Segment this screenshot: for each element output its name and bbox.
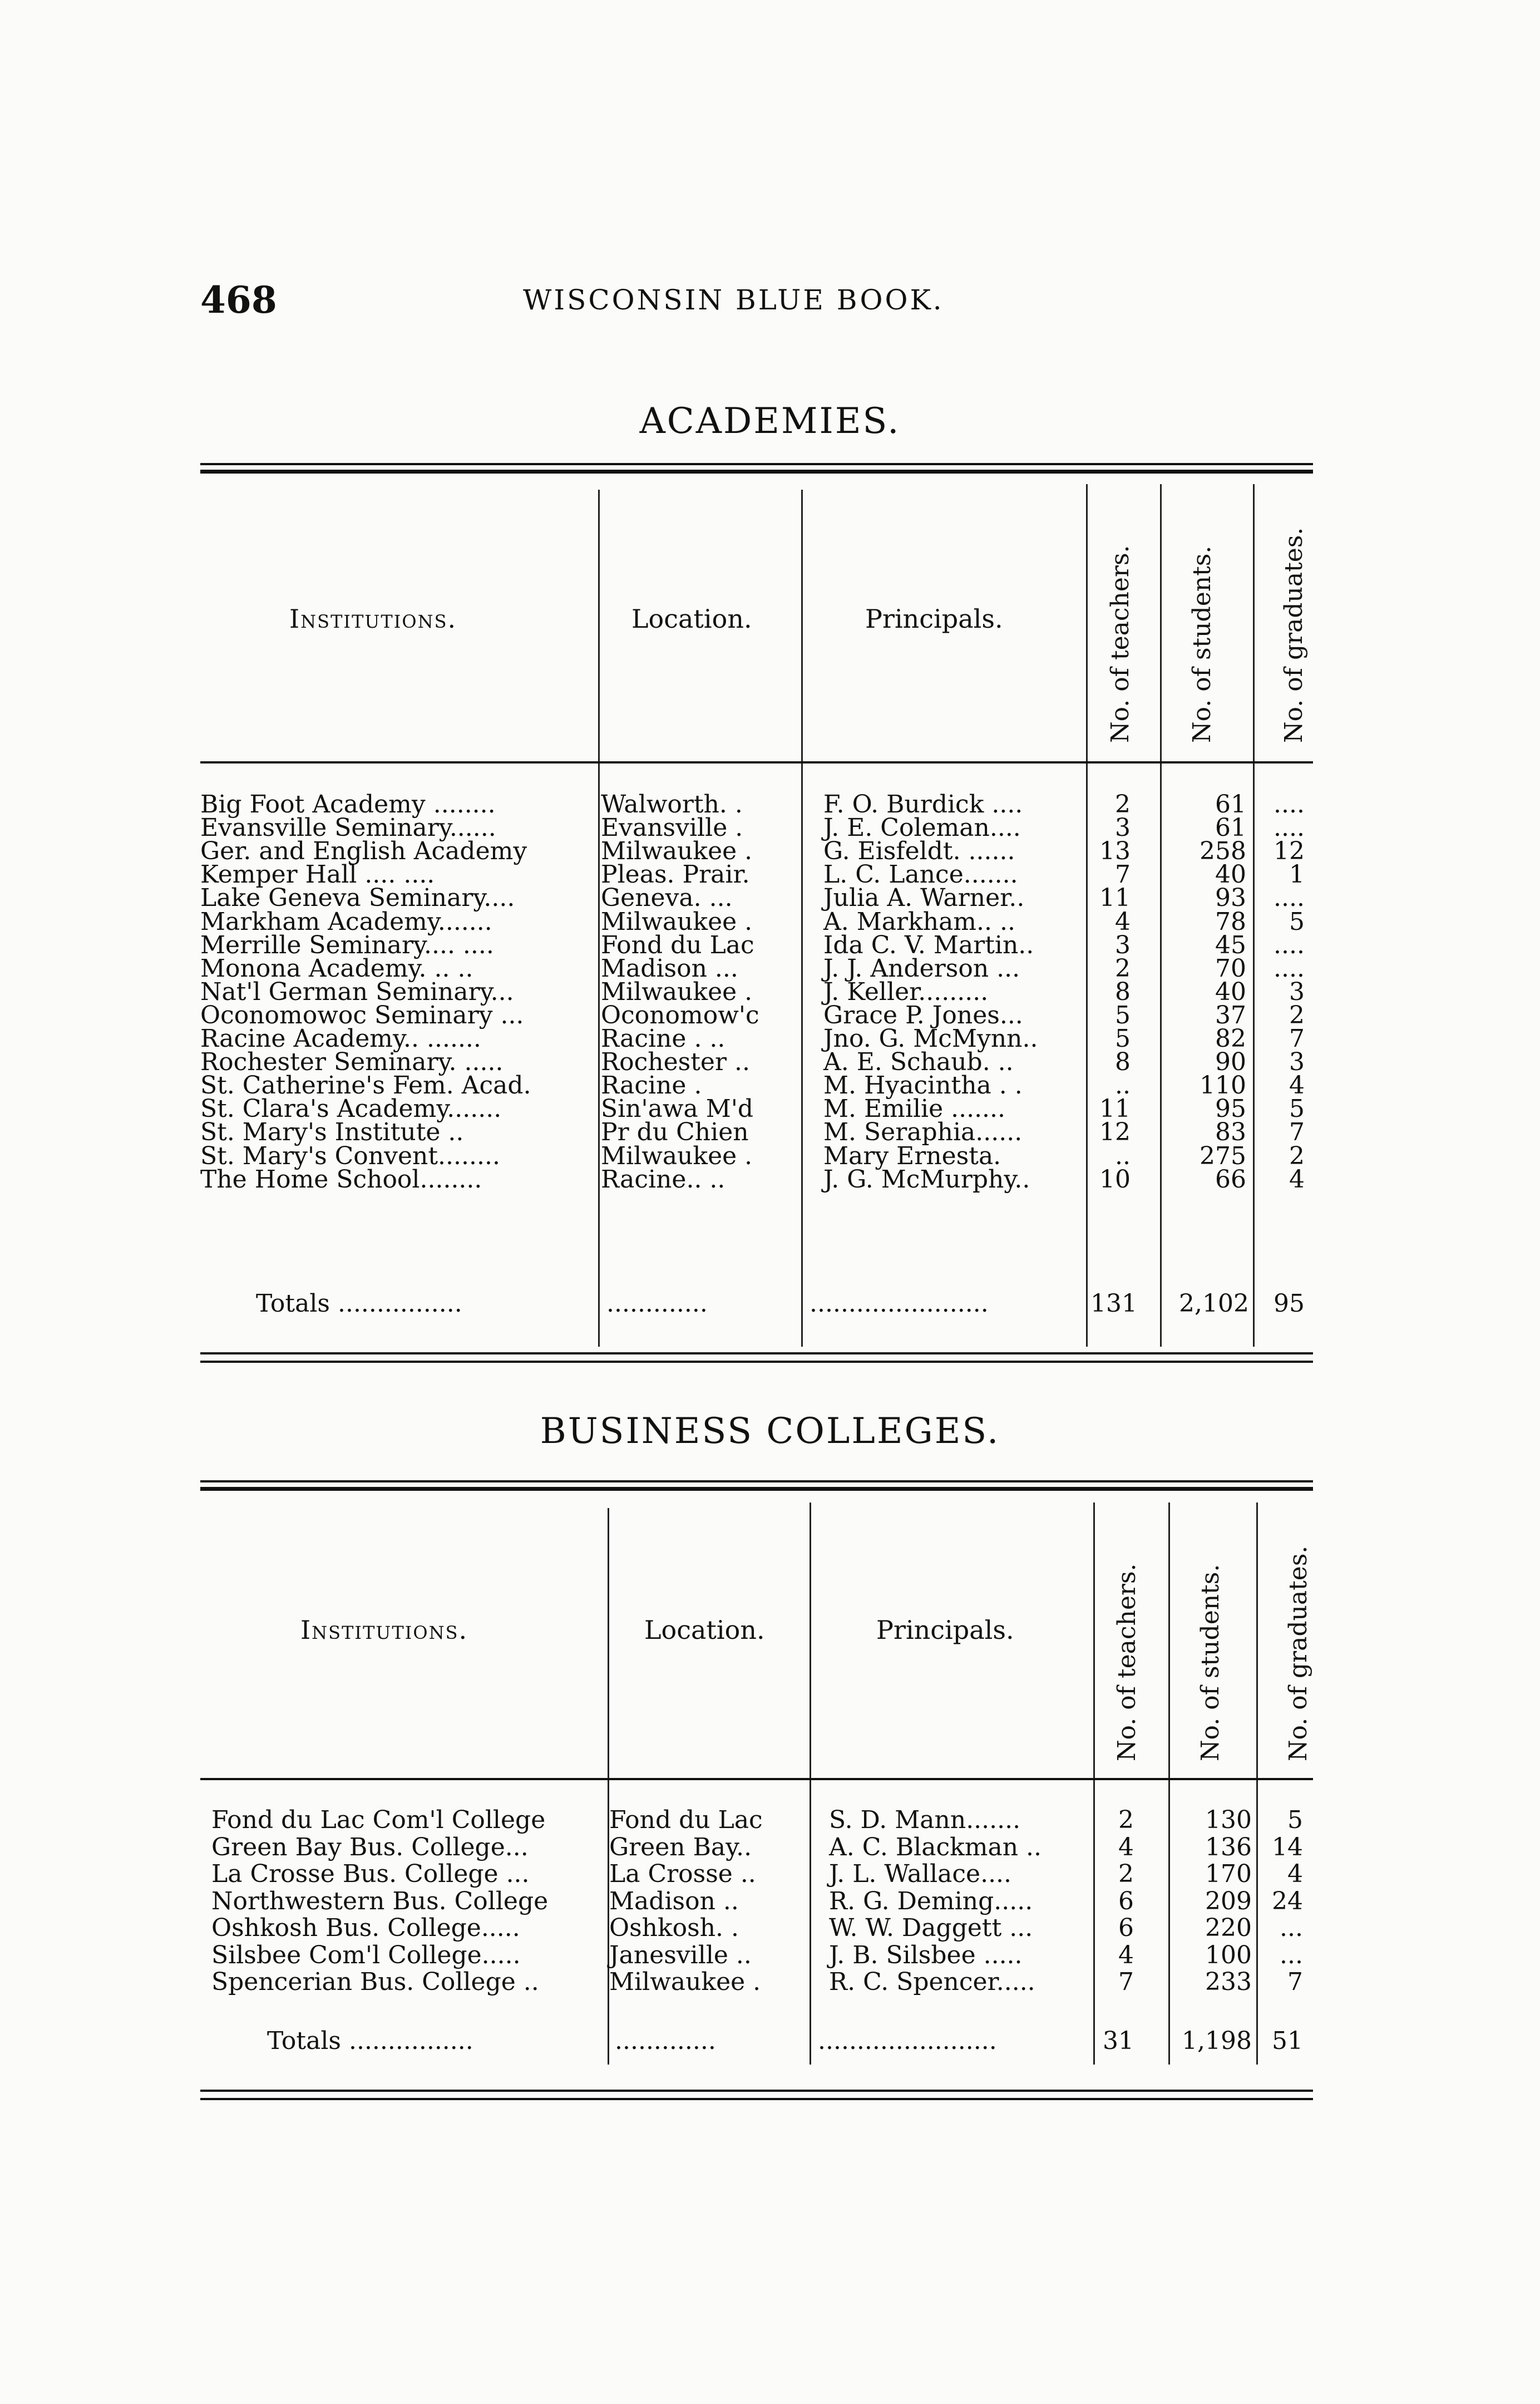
cell-location: Geneva. ... (601, 884, 733, 913)
cell-graduates: 2 (1289, 1001, 1305, 1029)
cell-location: Pr du Chien (601, 1118, 749, 1147)
cell-principal: Julia A. Warner.. (823, 884, 1025, 913)
cell-graduates: ... (1280, 1940, 1303, 1969)
cell-institution: Lake Geneva Seminary.... (200, 884, 515, 913)
cell-students: 220 (1205, 1914, 1252, 1942)
bottom-rule (200, 2090, 1313, 2092)
cell-students: 136 (1205, 1832, 1252, 1861)
cell-teachers: 6 (1118, 1914, 1134, 1942)
cell-graduates: 3 (1289, 977, 1305, 1006)
header-teachers: No. of teachers. (1106, 545, 1134, 743)
cell-location: La Crosse .. (609, 1860, 756, 1888)
cell-institution: Monona Academy. .. .. (200, 954, 473, 983)
table-row (200, 1914, 1313, 1942)
cell-graduates: .... (1274, 930, 1305, 959)
cell-institution: Nat'l German Seminary... (200, 977, 514, 1006)
cell-teachers: 3 (1115, 930, 1131, 959)
table-row (200, 1968, 1313, 1996)
cell-teachers: 10 (1099, 1165, 1131, 1194)
cell-principal: J. J. Anderson ... (823, 954, 1020, 983)
cell-location: Racine.. .. (601, 1165, 725, 1194)
cell-principal: J. Keller......... (823, 977, 989, 1006)
cell-teachers: 11 (1099, 1095, 1131, 1124)
cell-graduates: .... (1274, 954, 1305, 983)
cell-graduates: .... (1274, 790, 1305, 819)
cell-teachers: 4 (1115, 907, 1131, 936)
cell-institution: St. Clara's Academy....... (200, 1095, 502, 1124)
cell-graduates: .... (1274, 884, 1305, 913)
cell-students: 45 (1215, 930, 1246, 959)
cell-location: Evansville . (601, 814, 743, 843)
cell-institution: Oconomowoc Seminary ... (200, 1001, 524, 1029)
cell-location: Green Bay.. (609, 1832, 752, 1861)
cell-location: Milwaukee . (601, 837, 753, 866)
cell-students: 100 (1205, 1940, 1252, 1969)
cell-students: 275 (1200, 1141, 1246, 1170)
totals-graduates: 51 (1272, 2027, 1303, 2055)
cell-institution: Markham Academy....... (200, 907, 492, 936)
header-graduates: No. of graduates. (1284, 1545, 1312, 1761)
cell-graduates: 12 (1274, 837, 1305, 866)
cell-location: Walworth. . (601, 790, 743, 819)
header-graduates: No. of graduates. (1280, 527, 1308, 743)
cell-institution: Merrille Seminary.... .... (200, 930, 494, 959)
header-institutions: Institutions. (289, 604, 457, 634)
cell-institution: La Crosse Bus. College ... (211, 1860, 530, 1888)
cell-teachers: 5 (1115, 1001, 1131, 1029)
cell-principal: R. C. Spencer..... (829, 1968, 1035, 1996)
cell-institution: Northwestern Bus. College (211, 1886, 549, 1915)
cell-institution: Silsbee Com'l College..... (211, 1940, 521, 1969)
cell-graduates: 4 (1287, 1860, 1303, 1888)
header-students: No. of students. (1188, 545, 1216, 743)
cell-principal: J. G. McMurphy.. (823, 1165, 1030, 1194)
header-rule (200, 1778, 1313, 1780)
cell-teachers: 13 (1099, 837, 1131, 866)
cell-institution: St. Mary's Convent........ (200, 1141, 500, 1170)
book-title: WISCONSIN BLUE BOOK. (523, 284, 944, 316)
cell-location: Racine . .. (601, 1024, 725, 1053)
totals-principal: ....................... (818, 2027, 997, 2055)
cell-graduates: .... (1274, 814, 1305, 843)
cell-institution: Big Foot Academy ........ (200, 790, 496, 819)
cell-students: 90 (1215, 1048, 1246, 1077)
cell-teachers: .. (1115, 1141, 1131, 1170)
cell-students: 83 (1215, 1118, 1246, 1147)
cell-location: Milwaukee . (601, 977, 753, 1006)
top-rule-thick (200, 1487, 1313, 1491)
totals-location: ............. (606, 1289, 708, 1318)
cell-graduates: 4 (1289, 1165, 1305, 1194)
cell-teachers: 2 (1115, 790, 1131, 819)
cell-teachers: 8 (1115, 977, 1131, 1006)
cell-principal: J. E. Coleman.... (823, 814, 1021, 843)
cell-institution: St. Catherine's Fem. Acad. (200, 1071, 531, 1100)
cell-teachers: 2 (1115, 954, 1131, 983)
cell-institution: Evansville Seminary...... (200, 814, 496, 843)
cell-students: 130 (1205, 1806, 1252, 1834)
header-location: Location. (631, 604, 752, 634)
cell-teachers: 6 (1118, 1886, 1134, 1915)
header-location: Location. (644, 1615, 765, 1645)
cell-students: 78 (1215, 907, 1246, 936)
cell-graduates: ... (1280, 1914, 1303, 1942)
cell-location: Racine . (601, 1071, 702, 1100)
cell-principal: M. Seraphia...... (823, 1118, 1023, 1147)
cell-institution: Green Bay Bus. College... (211, 1832, 529, 1861)
cell-teachers: 5 (1115, 1024, 1131, 1053)
totals-graduates: 95 (1274, 1289, 1305, 1318)
header-principals: Principals. (865, 604, 1003, 634)
cell-location: Milwaukee . (609, 1968, 761, 1996)
table-row (200, 1940, 1313, 1969)
cell-students: 37 (1215, 1001, 1246, 1029)
cell-location: Fond du Lac (601, 930, 754, 959)
cell-location: Oconomow'c (601, 1001, 759, 1029)
cell-principal: L. C. Lance....... (823, 860, 1018, 889)
cell-principal: Ida C. V. Martin.. (823, 930, 1034, 959)
cell-teachers: 4 (1118, 1832, 1134, 1861)
header-principals: Principals. (876, 1615, 1014, 1645)
cell-institution: Fond du Lac Com'l College (211, 1806, 546, 1834)
cell-graduates: 5 (1289, 907, 1305, 936)
cell-principal: Mary Ernesta. (823, 1141, 1001, 1170)
cell-location: Sin'awa M'd (601, 1095, 754, 1124)
cell-principal: F. O. Burdick .... (823, 790, 1023, 819)
totals-row (200, 2029, 1313, 2053)
cell-location: Madison ... (601, 954, 738, 983)
cell-institution: Oshkosh Bus. College..... (211, 1914, 520, 1942)
totals-label: Totals ................ (256, 1289, 462, 1318)
cell-students: 70 (1215, 954, 1246, 983)
cell-principal: M. Emilie ....... (823, 1095, 1006, 1124)
cell-students: 82 (1215, 1024, 1246, 1053)
cell-students: 61 (1215, 814, 1246, 843)
totals-principal: ....................... (810, 1289, 989, 1318)
cell-teachers: 7 (1118, 1968, 1134, 1996)
cell-students: 258 (1200, 837, 1246, 866)
cell-principal: Jno. G. McMynn.. (823, 1024, 1038, 1053)
cell-institution: The Home School........ (200, 1165, 482, 1194)
bottom-rule-thin (200, 2098, 1313, 2100)
cell-institution: Rochester Seminary. ..... (200, 1048, 504, 1077)
cell-institution: St. Mary's Institute .. (200, 1118, 464, 1147)
cell-graduates: 3 (1289, 1048, 1305, 1077)
cell-graduates: 24 (1272, 1886, 1303, 1915)
cell-location: Madison .. (609, 1886, 739, 1915)
cell-location: Oshkosh. . (609, 1914, 739, 1942)
header-institutions: Institutions. (300, 1615, 468, 1645)
cell-principal: J. L. Wallace.... (829, 1860, 1012, 1888)
cell-graduates: 5 (1287, 1806, 1303, 1834)
totals-students: 1,198 (1182, 2027, 1252, 2055)
cell-location: Rochester .. (601, 1048, 750, 1077)
totals-students: 2,102 (1179, 1289, 1249, 1318)
cell-location: Janesville .. (609, 1940, 752, 1969)
cell-students: 170 (1205, 1860, 1252, 1888)
cell-teachers: 7 (1115, 860, 1131, 889)
cell-institution: Spencerian Bus. College .. (211, 1968, 539, 1996)
table-row (200, 1806, 1313, 1834)
cell-institution: Racine Academy.. ....... (200, 1024, 481, 1053)
cell-graduates: 7 (1289, 1118, 1305, 1147)
cell-graduates: 2 (1289, 1141, 1305, 1170)
cell-students: 61 (1215, 790, 1246, 819)
cell-principal: A. Markham.. .. (823, 907, 1015, 936)
cell-teachers: 2 (1118, 1806, 1134, 1834)
cell-location: Milwaukee . (601, 1141, 753, 1170)
table-row (200, 1886, 1313, 1915)
cell-principal: S. D. Mann....... (829, 1806, 1021, 1834)
cell-students: 40 (1215, 860, 1246, 889)
cell-graduates: 14 (1272, 1832, 1303, 1861)
table-row (200, 1860, 1313, 1888)
cell-teachers: 2 (1118, 1860, 1134, 1888)
cell-students: 40 (1215, 977, 1246, 1006)
cell-students: 209 (1205, 1886, 1252, 1915)
cell-principal: A. C. Blackman .. (829, 1832, 1042, 1861)
cell-graduates: 7 (1287, 1968, 1303, 1996)
page-number: 468 (200, 278, 277, 322)
cell-students: 93 (1215, 884, 1246, 913)
top-rule (200, 1480, 1313, 1482)
cell-principal: A. E. Schaub. .. (823, 1048, 1014, 1077)
cell-students: 233 (1205, 1968, 1252, 1996)
cell-graduates: 7 (1289, 1024, 1305, 1053)
cell-teachers: 3 (1115, 814, 1131, 843)
cell-principal: Grace P. Jones... (823, 1001, 1023, 1029)
cell-location: Pleas. Prair. (601, 860, 750, 889)
cell-students: 66 (1215, 1165, 1246, 1194)
cell-students: 110 (1200, 1071, 1246, 1100)
cell-location: Milwaukee . (601, 907, 753, 936)
cell-teachers: 12 (1099, 1118, 1131, 1147)
cell-principal: G. Eisfeldt. ...... (823, 837, 1015, 866)
cell-institution: Kemper Hall .... .... (200, 860, 435, 889)
cell-principal: R. G. Deming..... (829, 1886, 1033, 1915)
cell-location: Fond du Lac (609, 1806, 763, 1834)
cell-students: 95 (1215, 1095, 1246, 1124)
cell-graduates: 1 (1289, 860, 1305, 889)
totals-location: ............. (615, 2027, 716, 2055)
totals-teachers: 131 (1090, 1289, 1137, 1318)
totals-teachers: 31 (1103, 2027, 1134, 2055)
header-students: No. of students. (1196, 1564, 1225, 1761)
table-row (200, 1832, 1313, 1861)
cell-institution: Ger. and English Academy (200, 837, 527, 866)
cell-graduates: 5 (1289, 1095, 1305, 1124)
totals-label: Totals ................ (267, 2027, 473, 2055)
header-teachers: No. of teachers. (1113, 1563, 1141, 1761)
business-colleges-title: BUSINESS COLLEGES. (540, 1411, 1000, 1452)
cell-principal: J. B. Silsbee ..... (829, 1940, 1023, 1969)
cell-teachers: 8 (1115, 1048, 1131, 1077)
cell-teachers: 4 (1118, 1940, 1134, 1969)
academies-title: ACADEMIES. (639, 401, 901, 442)
cell-principal: W. W. Daggett ... (829, 1914, 1033, 1942)
cell-principal: M. Hyacintha . . (823, 1071, 1023, 1100)
cell-teachers: 11 (1099, 884, 1131, 913)
cell-teachers: .. (1115, 1071, 1131, 1100)
cell-graduates: 4 (1289, 1071, 1305, 1100)
